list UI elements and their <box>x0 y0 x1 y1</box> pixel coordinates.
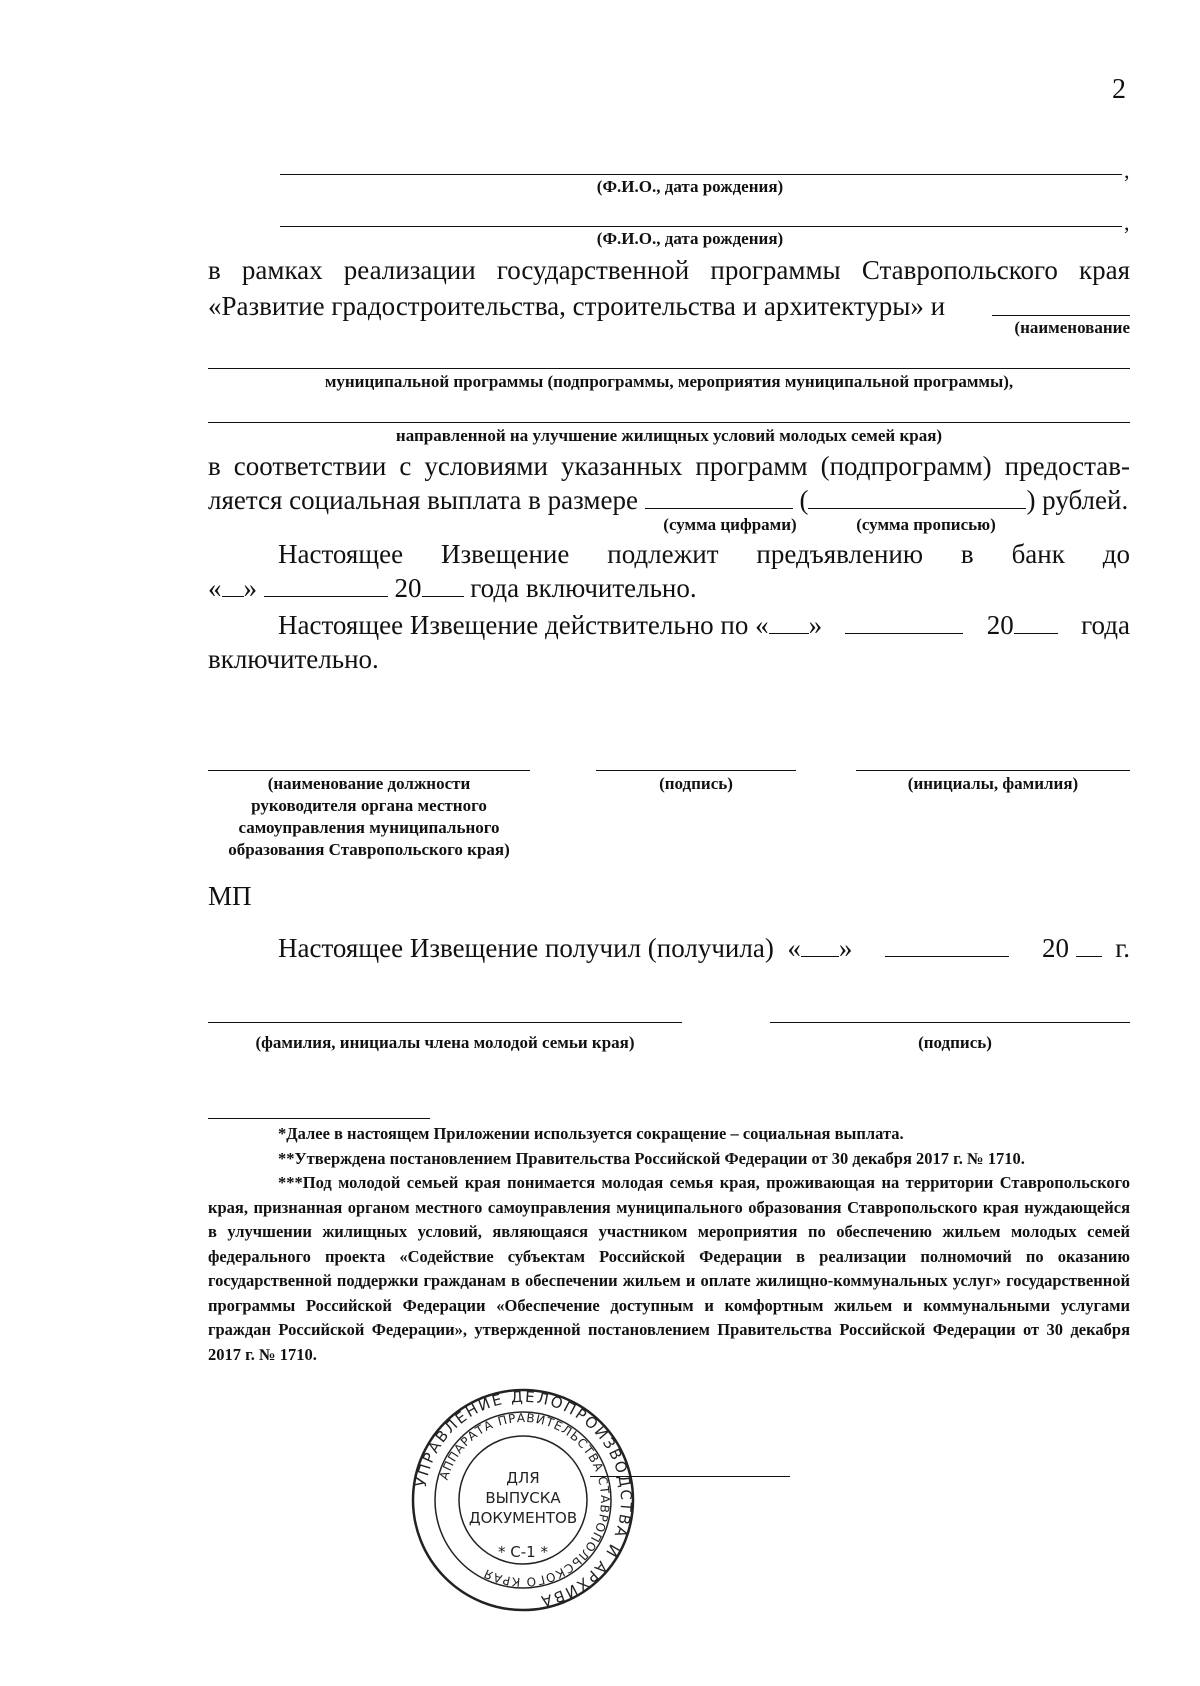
caption-sum-words: (сумма прописью) <box>856 515 996 534</box>
received-signature-caption: (подпись) <box>918 1033 992 1052</box>
fio-caption-2: (Ф.И.О., дата рождения) <box>596 229 784 248</box>
caption-napravlennoy: направленной на улучшение жилищных условий молодых семей края) <box>395 426 943 445</box>
member-caption: (фамилия, инициалы члена молодой семьи края) <box>255 1033 635 1052</box>
received-close-quote: » <box>838 933 853 963</box>
para3-year-prefix: 20 <box>394 573 422 603</box>
para2-open-paren: ( <box>799 485 809 515</box>
stamp-outer-text: УПРАВЛЕНИЕ ДЕЛОПРОИЗВОДСТВА И АРХИВА <box>411 1387 636 1611</box>
para2-line2 <box>208 482 1128 518</box>
received-year-prefix: 20 <box>1041 933 1069 963</box>
sum-digits-blank <box>645 482 793 509</box>
sum-words-blank <box>808 482 1026 509</box>
received-month-blank <box>885 930 1009 957</box>
para3-year-blank <box>422 570 464 597</box>
fio-caption-1: (Ф.И.О., дата рождения) <box>596 177 784 196</box>
position-line <box>208 770 530 771</box>
received-open-quote: « <box>787 933 801 963</box>
received-year-blank <box>1076 930 1102 957</box>
received-day-blank <box>801 930 839 957</box>
footnote-1: *Далее в настоящем Приложении используется сокращение – социальная выплата. <box>278 1124 904 1143</box>
received-signature-line <box>770 1022 1130 1023</box>
received-part-b <box>1042 930 1130 966</box>
para1-line2-blank <box>992 315 1130 316</box>
footnotes <box>208 1122 1130 1367</box>
para4-part-a <box>278 607 822 643</box>
para4-month-blank <box>845 607 963 634</box>
para3-line2-suffix: года включительно. <box>470 573 697 603</box>
caption-sum-digits: (сумма цифрами) <box>663 515 797 534</box>
para3-month-blank <box>264 570 388 597</box>
footnote-2: **Утверждена постановлением Правительства Российской Федерации от 30 декабря 2017 г. № 1710. <box>278 1148 1025 1168</box>
stamp-code: * С-1 * <box>498 1543 548 1561</box>
para1-line1: в рамках реализации государственной программы Ставропольского края <box>208 255 1130 285</box>
stamp-center-2: ВЫПУСКА <box>485 1489 561 1507</box>
para4-year-blank <box>1014 607 1058 634</box>
para4-line1 <box>278 607 1130 643</box>
para3-day-blank <box>222 570 244 597</box>
received-line <box>278 930 1130 966</box>
fio-comma-1: , <box>1124 158 1130 183</box>
para3-open-quote: « <box>208 573 222 603</box>
signature-caption: (подпись) <box>659 774 733 793</box>
fio-comma-2: , <box>1124 210 1130 235</box>
para3-close-quote: » <box>243 573 257 603</box>
para4-line2: включительно. <box>208 644 379 674</box>
mp-label: МП <box>208 881 252 911</box>
stamp-inner-text: АППАРАТА ПРАВИТЕЛЬСТВА СТАВРОПОЛЬСКОГО КРАЯ <box>436 1410 613 1590</box>
para2-line2-prefix: ляется социальная выплата в размере <box>208 485 638 515</box>
position-caption: (наименование должности руководителя органа местного самоуправления муниципального образования Ставропольского края) <box>228 774 510 859</box>
para4-day-blank <box>769 607 809 634</box>
stamp-center-1: ДЛЯ <box>506 1469 540 1487</box>
page-number: 2 <box>1112 74 1126 105</box>
footnote-3: ***Под молодой семьей края понимается молодая семья края, проживающая на территории Ставропольского края, признанная органом местного самоуправления муниципального образования Ставропольского края нуждающейся в улучшении жилищных условий, являющаяся участником мероприятия по обеспечению жильем молодых семей федерального проекта «Содействие субъектам Российской Федерации в реализации полномочий по оказанию государственной поддержки гражданам в обеспечении жильем и оплате жилищно-коммунальных услуг» государственной программы Российской Федерации «Обеспечение доступным и комфортным жильем и коммунальными услугами граждан Российской Федерации», утвержденной постановлением Правительства Российской Федерации от 30 декабря 2017 г. № 1710. <box>208 1173 1130 1364</box>
stamp-signature-line <box>590 1476 790 1477</box>
received-part-a <box>278 930 852 966</box>
signature-line <box>596 770 796 771</box>
member-line <box>208 1022 682 1023</box>
para3-line1: Настоящее Извещение подлежит предъявлению в банк до <box>278 539 1130 569</box>
fio-line-1 <box>280 174 1122 175</box>
received-prefix: Настоящее Извещение получил (получила) <box>278 933 774 963</box>
name-caption: (инициалы, фамилия) <box>907 774 1079 793</box>
document-stamp <box>408 1385 638 1620</box>
caption-munprog: муниципальной программы (подпрограммы, мероприятия муниципальной программы), <box>324 372 1014 391</box>
para2-line1: в соответствии с условиями указанных программ (подпрограмм) предостав- <box>208 451 1130 481</box>
stamp-seal-icon <box>408 1385 638 1615</box>
received-year-suffix: г. <box>1115 933 1130 963</box>
munprog-line <box>208 368 1130 369</box>
para4-close-quote: » <box>808 610 823 640</box>
para4-year-prefix: 20 <box>986 610 1014 640</box>
para1-line2: «Развитие градостроительства, строительства и архитектуры» и <box>208 291 946 321</box>
para4-year-word: года <box>1081 610 1130 640</box>
stamp-center-3: ДОКУМЕНТОВ <box>468 1509 578 1527</box>
para4-prefix: Настоящее Извещение действительно по « <box>278 610 769 640</box>
para3-line2 <box>208 570 697 606</box>
napravlennoy-line <box>208 422 1130 423</box>
name-line <box>856 770 1130 771</box>
footnote-separator <box>208 1118 430 1119</box>
fio-line-2 <box>280 226 1122 227</box>
para2-line2-suffix: ) рублей. <box>1026 485 1129 515</box>
caption-naimenovanie: (наименование <box>1014 318 1130 337</box>
para4-part-b <box>987 607 1058 643</box>
